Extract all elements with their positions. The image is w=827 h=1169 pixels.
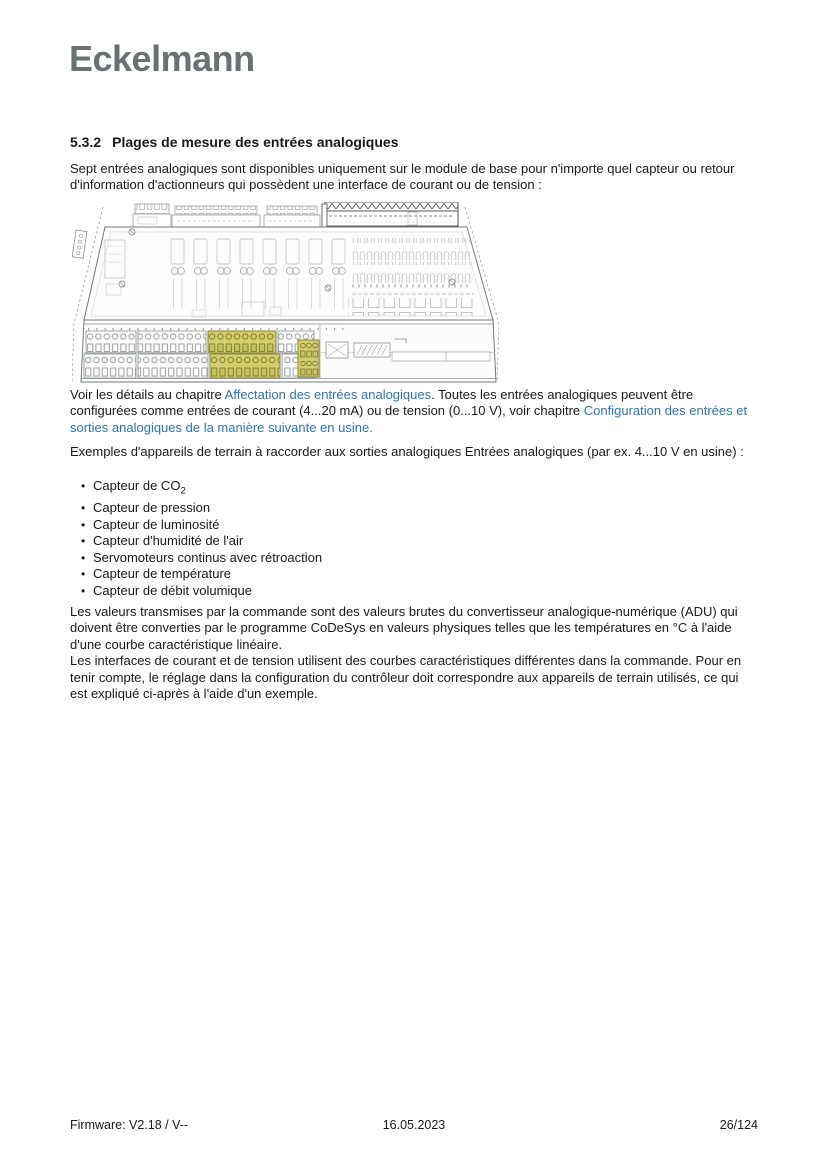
list-item-humidite: • Capteur d'humidité de l'air (81, 533, 244, 549)
examples-intro-paragraph: Exemples d'appareils de terrain à raccorder aux sorties analogiques Entrées analogiques (par ex. 4...10 V en usine) : (70, 444, 744, 459)
module-drawing-figure (72, 202, 499, 383)
body-paragraphs (70, 604, 758, 702)
bullet-icon: • (81, 501, 86, 516)
details-text-1: Voir les détails au chapitre (70, 387, 225, 402)
list-item-servomoteurs: • Servomoteurs continus avec rétroaction (81, 549, 323, 565)
list-item-debit: • Capteur de débit volumique (81, 582, 252, 598)
list-item-temperature: • Capteur de température (81, 566, 232, 582)
bullet-icon: • (81, 534, 86, 549)
module-drawing (72, 202, 499, 383)
list-item-co2: • Capteur de $CO_2$ (70, 478, 758, 500)
section-title: Plages de mesure des entrées analogiques (112, 134, 399, 150)
footer-date: 16.05.2023 (382, 1118, 446, 1132)
section-number: 5.3.2 (70, 134, 102, 150)
intro-paragraph: Sept entrées analogiques sont disponibles uniquement sur le module de base pour n'importe quel capteur ou retour d'information d'actionneurs qui possèdent une interface de courant ou de tension : (70, 161, 735, 193)
bullet-icon: • (81, 479, 86, 493)
sensor-list (70, 478, 758, 599)
details-text-2: . Toutes les entrées analogiques peuvent être configurées comme entrées de courant (4...20 mA) ou de tension (0...10 V), voir chapitre (70, 387, 694, 419)
eckelmann-logo: Eckelmann (69, 38, 255, 79)
link-affectation-entrees-analogiques[interactable]: Affectation des entrées analogiques (224, 387, 432, 402)
link-configuration-entrees-sorties[interactable]: Configuration des entrées et sorties analogiques de la manière suivante en usine. (70, 403, 748, 435)
bullet-icon: • (81, 517, 86, 532)
bullet-icon: • (81, 583, 86, 598)
list-item-pression: • Capteur de pression (81, 500, 211, 516)
footer-page-number: 26/124 (719, 1118, 758, 1132)
footer-firmware: Firmware: V2.18 / V-- (70, 1118, 189, 1132)
body-paragraph-2: Les interfaces de courant et de tension utilisent des courbes caractéristiques différentes dans la commande. Pour en tenir compte, le réglage dans la configuration du contrôleur doit correspondre aux appareils de terrain utilisés, ce qui est expliqué ci-après à l'aide d'un exemple. (70, 653, 742, 702)
page-footer (70, 1118, 758, 1132)
bullet-icon: • (81, 567, 86, 582)
bullet-icon: • (81, 550, 86, 565)
body-paragraph-1: Les valeurs transmises par la commande sont des valeurs brutes du convertisseur analogique-numérique (ADU) qui doivent être converties par le programme CoDeSys en valeurs physiques telles que les températures en °C à l'aide d'une courbe caractéristique linéaire. (70, 604, 738, 652)
details-paragraph (70, 387, 758, 436)
section-heading (70, 133, 757, 151)
list-item-luminosite: • Capteur de luminosité (81, 516, 220, 532)
